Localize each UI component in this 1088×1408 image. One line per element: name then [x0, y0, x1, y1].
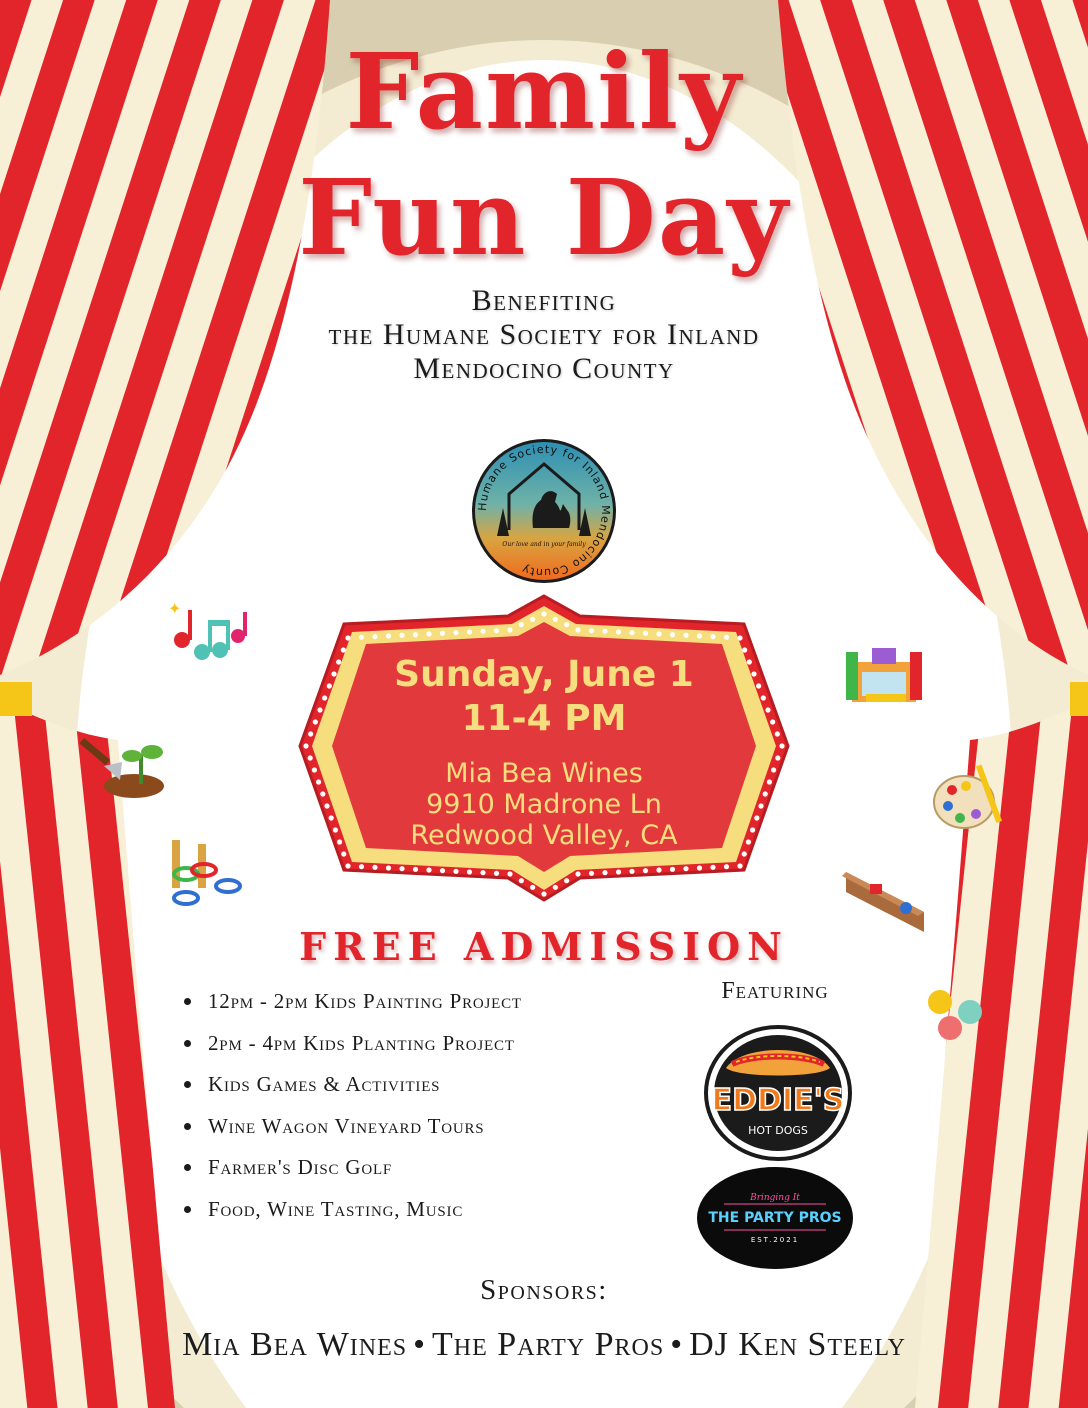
- activity-text: Farmer's Disc Golf: [208, 1155, 393, 1180]
- marquee-bulb: [386, 633, 391, 638]
- marquee-bulb: [453, 869, 458, 874]
- marquee-bulb: [530, 885, 535, 890]
- marquee-bulb: [519, 622, 524, 627]
- humane-society-logo: [459, 438, 629, 584]
- activities-list: [182, 986, 522, 1236]
- activity-text: 2pm - 4pm Kids Planting Project: [208, 1030, 515, 1055]
- marquee-bulb: [480, 870, 485, 875]
- marquee-bulb: [480, 629, 485, 634]
- marquee-bulb: [399, 633, 404, 638]
- list-item: [182, 1069, 522, 1111]
- benefiting-line-3: Mendocino County: [413, 352, 675, 385]
- marquee-bulb: [453, 630, 458, 635]
- marquee-bulb: [724, 864, 729, 869]
- event-venue: Mia Bea Wines: [445, 758, 643, 789]
- marquee-bulb: [602, 870, 607, 875]
- bullet-icon: [184, 1123, 191, 1130]
- marquee-bulb: [670, 632, 675, 637]
- marquee-bulb: [656, 631, 661, 636]
- marquee-bulb: [303, 743, 308, 748]
- marquee-bulb: [643, 868, 648, 873]
- logo-tagline: Our love and in your family: [502, 541, 586, 548]
- marquee-bulb: [345, 635, 350, 640]
- activity-text: Wine Wagon Vineyard Tours: [208, 1113, 485, 1138]
- eddies-subtitle: HOT DOGS: [748, 1124, 808, 1137]
- marquee-bulb: [341, 851, 346, 856]
- eddies-hot-dogs-logo: [702, 1024, 854, 1162]
- marquee-bulb: [359, 864, 364, 869]
- marquee-bulb: [413, 867, 418, 872]
- sponsors-label: Sponsors:: [480, 1274, 608, 1306]
- marquee-bulb: [737, 863, 742, 868]
- title-line-1: Family: [345, 30, 743, 153]
- benefiting-line-1: Benefiting: [471, 284, 617, 317]
- marquee-bulb: [670, 867, 675, 872]
- marquee-bulb: [616, 629, 621, 634]
- sponsors-list: [0, 1326, 1088, 1364]
- sponsor-separator: •: [413, 1326, 427, 1363]
- marquee-bulb: [467, 629, 472, 634]
- marquee-bulb: [413, 632, 418, 637]
- marquee-bulb: [494, 628, 499, 633]
- marquee-bulb: [564, 878, 569, 883]
- party-pros-est: EST.2021: [750, 1236, 800, 1244]
- marquee-bulb: [742, 851, 747, 856]
- marquee-bulb: [589, 628, 594, 633]
- sponsor-name: The Party Pros: [432, 1326, 665, 1363]
- marquee-bulb: [341, 647, 346, 652]
- list-item: [182, 1028, 522, 1070]
- bullet-icon: [184, 1164, 191, 1171]
- event-address-line-1: 9910 Madrone Ln: [426, 789, 662, 820]
- marquee-bulb: [426, 631, 431, 636]
- marquee-bulb: [467, 869, 472, 874]
- marquee-bulb: [399, 866, 404, 871]
- marquee-bulb: [629, 869, 634, 874]
- marquee-bulb: [426, 867, 431, 872]
- event-time: 11-4 PM: [461, 698, 627, 739]
- svg-text:✦: ✦: [168, 599, 182, 618]
- marquee-bulb: [643, 631, 648, 636]
- event-address-line-2: Redwood Valley, CA: [410, 820, 678, 851]
- marquee-bulb: [779, 743, 784, 748]
- title-line-2: Fun Day: [298, 156, 790, 279]
- bullet-icon: [184, 1040, 191, 1047]
- free-admission-heading: FREE ADMISSION: [299, 924, 789, 969]
- event-date: Sunday, June 1: [394, 654, 694, 695]
- list-item: [182, 986, 522, 1028]
- marquee-bulb: [629, 630, 634, 635]
- marquee-bulb: [656, 867, 661, 872]
- benefiting-line-2: the Humane Society for Inland: [328, 318, 760, 351]
- sponsor-name: Mia Bea Wines: [182, 1326, 408, 1363]
- marquee-bulb: [440, 631, 445, 636]
- activity-text: Food, Wine Tasting, Music: [208, 1196, 464, 1221]
- marquee-bulb: [575, 871, 580, 876]
- list-item: [182, 1194, 522, 1236]
- marquee-bulb: [519, 878, 524, 883]
- marquee-bulb: [737, 635, 742, 640]
- bullet-icon: [184, 998, 191, 1005]
- marquee-bulb: [372, 634, 377, 639]
- marquee-sign: [300, 596, 788, 900]
- marquee-bulb: [553, 617, 558, 622]
- marquee-bulb: [541, 611, 546, 616]
- marquee-bulb: [697, 633, 702, 638]
- bullet-icon: [184, 1081, 191, 1088]
- bullet-icon: [184, 1206, 191, 1213]
- party-pros-logo: [696, 1166, 854, 1270]
- party-pros-name: THE PARTY PROS: [708, 1210, 842, 1226]
- list-item: [182, 1152, 522, 1194]
- marquee-bulb: [507, 627, 512, 632]
- activity-text: Kids Games & Activities: [208, 1072, 441, 1097]
- marquee-bulb: [742, 647, 747, 652]
- party-pros-script: Bringing It: [750, 1193, 800, 1203]
- list-item: [182, 1111, 522, 1153]
- marquee-bulb: [564, 622, 569, 627]
- marquee-bulb: [616, 869, 621, 874]
- activity-text: 12pm - 2pm Kids Painting Project: [208, 989, 522, 1013]
- marquee-bulb: [345, 863, 350, 868]
- marquee-bulb: [530, 617, 535, 622]
- marquee-bulb: [372, 865, 377, 870]
- marquee-bulb: [440, 868, 445, 873]
- marquee-bulb: [710, 865, 715, 870]
- featuring-label: Featuring: [721, 978, 829, 1004]
- marquee-bulb: [683, 866, 688, 871]
- marquee-bulb: [494, 871, 499, 876]
- sponsor-name: DJ Ken Steely: [689, 1326, 906, 1363]
- marquee-bulb: [710, 634, 715, 639]
- marquee-bulb: [697, 865, 702, 870]
- marquee-bulb: [507, 871, 512, 876]
- marquee-bulb: [724, 635, 729, 640]
- logo-ring-text: Humane Society for Inland Mendocino County: [475, 442, 613, 580]
- eddies-name: EDDIE'S: [711, 1083, 845, 1118]
- marquee-bulb: [589, 871, 594, 876]
- marquee-bulb: [602, 629, 607, 634]
- marquee-bulb: [553, 885, 558, 890]
- marquee-bulb: [386, 865, 391, 870]
- marquee-bulb: [359, 635, 364, 640]
- marquee-bulb: [541, 891, 546, 896]
- marquee-bulb: [683, 633, 688, 638]
- marquee-bulb: [575, 627, 580, 632]
- sponsor-separator: •: [670, 1326, 684, 1363]
